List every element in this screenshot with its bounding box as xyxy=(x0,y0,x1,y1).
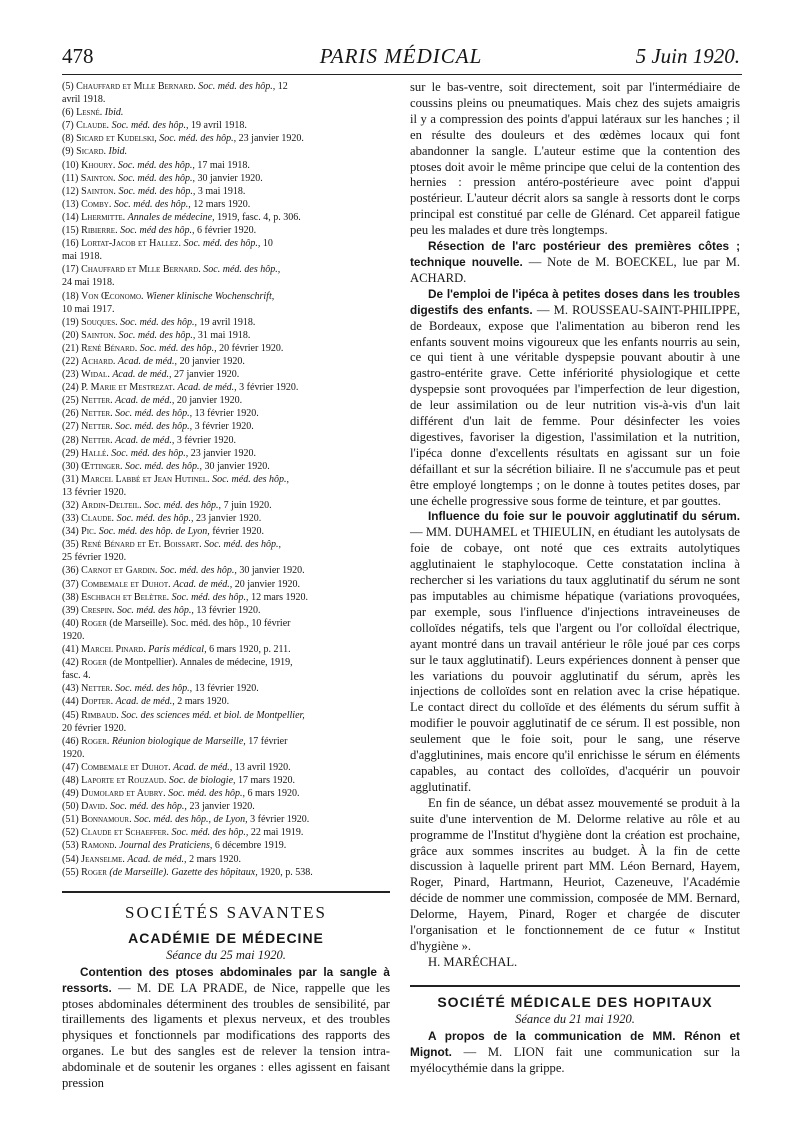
reference-entry xyxy=(62,839,390,852)
reference-num: (55) xyxy=(62,866,79,878)
reference-src: Soc. méd. des hôp., xyxy=(204,539,282,551)
reference-auth: Sainton. xyxy=(81,185,116,197)
reference-entry xyxy=(62,591,390,604)
reference-rest: 13 février 1920. xyxy=(196,604,261,616)
reference-rest: 10 xyxy=(262,238,273,250)
reference-auth: Netter. xyxy=(81,421,113,433)
reference-num: (6) xyxy=(62,107,74,119)
reference-auth: Laporte et Rouzaud. xyxy=(81,774,167,786)
reference-auth: Bonnamour. xyxy=(81,814,132,826)
article-body: — M. ROUSSEAU-SAINT-PHILIPPE, de Bordeaux, expose que l'alimentation au biberon rend les enfants souvent moins vigoureux que les enfants nourris au sein, ce qui tient à une véritable dyspepsie pouvant aboutir à une gastro-entérite grave. Cette infériorité physiologique et cette dyspepsie sont provoquées par l'imperfection de leur digestion, de leur assimilation ou de leur nutrition vis-à-vis d'un lait différent d'un lait de femme. Pour désinfecter les voies digestives, favoriser la digestion, l'assimilation et la nutrition, l'ipéca donne d'excellents résultats en agissant sur un foie défaillant et sur la sécrétion biliaire. Il ne s'accumule pas et peut être employé longtemps ; on le donne à toutes petites doses, par une échelle progressive sous forme de teinture, et par gouttes. xyxy=(410,302,740,508)
reference-rest: 20 janvier 1920. xyxy=(179,355,245,367)
reference-auth: Widal. xyxy=(81,369,110,381)
reference-auth: Jeanselme. xyxy=(81,853,125,865)
journal-title: PARIS MÉDICAL xyxy=(319,44,483,68)
academie-title: ACADÉMIE DE MÉDECINE xyxy=(128,929,324,946)
reference-num: (28) xyxy=(62,434,79,446)
reference-src: Soc. méd. des hôp., xyxy=(144,500,222,511)
reference-auth: Combemale et Duhot. xyxy=(81,578,171,590)
reference-rest: 6 mars 1920. xyxy=(247,788,300,800)
reference-entry xyxy=(62,198,390,211)
article-continuation: sur le bas-ventre, soit directement, soit par l'intermédiaire de coussins pleins ou pneumatiques. Mais chez des sujets amaigris il y a compression des points d'appui latéraux sur les hanches ; il en résulte des douleurs et des œdèmes locaux qui font abandonner la sangle. L'auteur estime que la contention des ptoses doit avoir le même principe que celui de la contention des hernies : pression antéro-postérieure avec point d'appui postérieur. L'auteur décrit alors sa sangle à ressorts dont le corps principal est constitué par celle de Glénard. Cet appareil fatigue peu les malades et dure très longtemps. xyxy=(410,80,740,238)
reference-entry xyxy=(62,800,390,813)
reference-rest: 19 avril 1918. xyxy=(191,120,247,132)
reference-entry xyxy=(62,250,390,263)
article-body: — M. DE LA PRADE, de Nice, rappelle que les ptoses abdominales déterminent des troubles de sensibilité, par tiraillements des ligaments et plexus nerveux, et des troubles physiques et fonctionnels par modifications des rapports des organes. Le but des sangles est de relever la tension intra-abdominale et de soutenir les organes : elles agissent en faisant pression xyxy=(62,980,390,1091)
reference-entry xyxy=(62,106,390,119)
reference-src: Annales de médecine, xyxy=(127,211,215,223)
reference-src: Soc. méd. des hôp. de Lyon, xyxy=(98,526,210,538)
reference-entry xyxy=(62,355,390,368)
reference-src: Journal des Praticiens, xyxy=(119,840,213,852)
reference-auth: Von Œconomo. xyxy=(81,290,144,302)
reference-num: (51) xyxy=(62,814,79,826)
reference-entry xyxy=(62,538,390,551)
reference-src: Soc. méd. des hôp., de Lyon, xyxy=(134,814,248,826)
reference-auth: Netter. xyxy=(81,434,113,446)
reference-rest: 1919, fasc. 4, p. 306. xyxy=(217,211,301,223)
reference-src: Soc. méd. des hôp., xyxy=(111,447,189,459)
reference-rest: 30 janvier 1920. xyxy=(239,565,305,577)
reference-src: Acad. de méd., xyxy=(115,696,175,708)
reference-src: Soc. méd. des hôp., xyxy=(116,513,194,525)
reference-entry xyxy=(62,682,390,695)
reference-rest: 2 mars 1920. xyxy=(189,853,242,865)
reference-src: Soc. méd. des hôp., xyxy=(116,604,194,616)
reference-num: (13) xyxy=(62,198,79,210)
reference-auth: Lortat-Jacob et Hallez. xyxy=(81,238,181,250)
reference-auth: Lesné. xyxy=(76,107,103,119)
reference-rest: 17 février xyxy=(248,735,288,747)
reference-entry xyxy=(62,853,390,866)
reference-entry xyxy=(62,761,390,774)
article-paragraph xyxy=(410,287,740,510)
reference-src: Soc. méd. des hôp., xyxy=(110,801,187,813)
reference-entry xyxy=(62,290,390,303)
reference-rest: mai 1918. xyxy=(62,251,102,263)
reference-auth: Lhermitte. xyxy=(81,211,126,223)
article-heading: Contention des ptoses abdominales par la sangle à ressorts. xyxy=(62,964,390,995)
reference-auth: Marcel Pinard. xyxy=(81,644,146,656)
reference-num: (41) xyxy=(62,644,79,656)
reference-num: (7) xyxy=(62,120,74,132)
reference-entry xyxy=(62,211,390,224)
reference-rest: 10 mai 1917. xyxy=(62,303,115,315)
reference-rest: 7 juin 1920. xyxy=(223,500,272,511)
reference-num: (47) xyxy=(62,761,79,773)
reference-rest: 1920. xyxy=(62,630,85,642)
reference-src: Soc. méd. des hôp., xyxy=(171,591,249,603)
reference-rest: 22 mai 1919. xyxy=(250,827,304,839)
reference-num: (42) xyxy=(62,657,79,669)
reference-rest: 30 janvier 1920. xyxy=(204,460,270,472)
reference-src: Réunion biologique de Marseille, xyxy=(111,735,246,747)
reference-num: (26) xyxy=(62,408,79,420)
reference-num: (23) xyxy=(62,369,79,381)
reference-rest: 19 avril 1918. xyxy=(199,316,256,328)
reference-auth: Roger xyxy=(81,617,107,629)
reference-entry xyxy=(62,263,390,276)
reference-src: Acad. de méd., xyxy=(173,578,233,590)
reference-auth: Chauffard et Mlle Bernard. xyxy=(76,81,196,92)
reference-num: (8) xyxy=(62,133,74,145)
reference-num: (37) xyxy=(62,578,79,590)
reference-auth: Combemale et Duhot. xyxy=(81,761,171,773)
reference-src: Acad. de méd., xyxy=(127,853,187,865)
reference-rest: 1920, p. 538. xyxy=(260,866,313,878)
reference-auth: Roger. xyxy=(81,735,110,747)
reference-src: Soc. méd. des hôp., xyxy=(117,159,195,171)
reference-entry xyxy=(62,787,390,800)
reference-auth: Khoury. xyxy=(81,159,116,171)
reference-entry xyxy=(62,866,390,879)
reference-num: (36) xyxy=(62,565,79,577)
reference-entry xyxy=(62,564,390,577)
reference-num: (19) xyxy=(62,316,79,328)
article-heading: Résection de l'arc postérieur des premières côtes ; technique nouvelle. xyxy=(410,239,740,269)
reference-num: (31) xyxy=(62,473,79,485)
article-body: — Note de M. BOECKEL, lue par M. ACHARD. xyxy=(410,254,741,285)
reference-num: (39) xyxy=(62,604,79,616)
reference-entry xyxy=(62,486,390,499)
reference-rest: avril 1918. xyxy=(62,94,106,106)
reference-entry xyxy=(62,551,390,564)
reference-rest: 25 février 1920. xyxy=(62,552,127,564)
reference-entry xyxy=(62,748,390,761)
reference-rest: fasc. 4. xyxy=(62,670,91,682)
reference-rest: 3 mai 1918. xyxy=(197,185,246,197)
reference-src: Acad. de méd., xyxy=(117,355,178,367)
reference-auth: Roger xyxy=(81,657,107,669)
reference-entry xyxy=(62,420,390,433)
reference-src: Ibid. xyxy=(104,107,124,119)
reference-rest: 12 mars 1920. xyxy=(251,591,309,603)
reference-src: Soc. de biologie, xyxy=(168,774,236,786)
reference-num: (21) xyxy=(62,342,79,354)
page-number: 478 xyxy=(62,44,94,68)
reference-rest: 20 février 1920. xyxy=(219,342,284,354)
reference-rest: 30 janvier 1920. xyxy=(197,172,263,184)
article-body: — MM. DUHAMEL et THIEULIN, en étudiant les autolysats de foie de cobaye, ont noté que ces extraits autolytiques agglutinaient le staphylocoque. Cette constatation inclina à rechercher si les variations du taux agglutinatif du sérum ne sont pas imputables au chimisme hépatique (variations provoquées, par exemple, sous l'influence d'injections intraveineuses de colloïdes négatifs, tels que l'argent ou l'or colloïdal électrique, ayant montré dans un travail antérieur le rôle joué par ces corps sur le taux agglutinatif). Leurs expériences donnent à penser que les variations du pouvoir agglutinatif du sérum, après les injections de colloïdes sont en relation avec la crise hépatique. Le contact direct du colloïde et des éléments du sérum suffit à modifier le pouvoir agglutinatif de ce sérum. Il est possible, non seulement que le foie soit, pour le sang, une réserve d'agglutinines, mais encore qu'il enrichisse le sérum en éléments capables, au contact des colloïdes, d'acquérir un pouvoir agglutinatif. xyxy=(410,525,740,794)
reference-auth: Claude. xyxy=(81,513,115,525)
reference-entry xyxy=(62,447,390,460)
reference-rest: 20 février 1920. xyxy=(62,722,127,734)
reference-entry xyxy=(62,434,390,447)
reference-entry xyxy=(62,80,390,93)
reference-rest: février 1920. xyxy=(212,526,264,538)
reference-entry xyxy=(62,303,390,316)
reference-src: Soc. méd. des hôp., xyxy=(118,329,196,341)
reference-rest: 13 février 1920. xyxy=(62,486,127,498)
reference-list xyxy=(62,80,390,879)
reference-entry xyxy=(62,499,390,512)
reference-num: (33) xyxy=(62,513,79,525)
reference-num: (12) xyxy=(62,185,79,197)
reference-entry xyxy=(62,316,390,329)
reference-num: (53) xyxy=(62,840,79,852)
article-paragraph xyxy=(410,509,740,795)
reference-auth: Sicard. xyxy=(76,146,107,158)
reference-rest: 3 février 1920. xyxy=(239,382,299,394)
reference-entry xyxy=(62,237,390,250)
reference-auth: Sicard et Kudelski, xyxy=(76,133,157,145)
reference-entry xyxy=(62,394,390,407)
reference-rest: 1920. xyxy=(62,748,85,760)
reference-entry xyxy=(62,826,390,839)
reference-num: (43) xyxy=(62,683,79,695)
reference-rest: 6 mars 1920, p. 211. xyxy=(209,644,291,656)
reference-rest: 17 mars 1920. xyxy=(238,774,295,786)
reference-entry xyxy=(62,525,390,538)
reference-num: (5) xyxy=(62,81,74,92)
reference-entry xyxy=(62,709,390,722)
reference-src: Soc. des sciences méd. et biol. de Montpellier, xyxy=(121,709,305,721)
reference-num: (20) xyxy=(62,329,79,341)
reference-auth: David. xyxy=(81,801,108,813)
reference-src: Acad. de méd., xyxy=(177,382,237,394)
reference-rest: 27 janvier 1920. xyxy=(173,369,240,381)
reference-rest: 20 janvier 1920. xyxy=(234,578,301,590)
reference-src: Soc. méd. des hôp., xyxy=(171,827,249,839)
reference-entry xyxy=(62,224,390,237)
reference-auth: Souques. xyxy=(81,316,118,328)
reference-src: Soc. méd. des hôp., xyxy=(115,683,193,695)
reference-num: (44) xyxy=(62,696,79,708)
reference-num: (30) xyxy=(62,460,79,472)
article-paragraph xyxy=(62,965,390,1092)
reference-auth: Netter. xyxy=(81,395,113,407)
reference-num: (15) xyxy=(62,225,79,237)
reference-auth: Rimbaud. xyxy=(81,709,119,721)
reference-auth: Dumolard et Aubry. xyxy=(81,788,166,800)
reference-src: Soc. méd. des hôp., xyxy=(198,81,276,92)
article-paragraph xyxy=(410,1029,740,1077)
reference-src: Soc. méd. des hôp., xyxy=(118,185,196,197)
reference-entry xyxy=(62,722,390,735)
reference-src: Acad. de méd., xyxy=(115,434,175,446)
reference-src: Soc. méd. des hôp., xyxy=(111,120,189,132)
reference-entry xyxy=(62,93,390,106)
reference-auth: Eschbach et Belètre. xyxy=(81,591,170,603)
reference-rest: 6 décembre 1919. xyxy=(214,840,287,852)
reference-auth: Sainton. xyxy=(80,172,116,184)
reference-rest: (de Marseille). Soc. méd. des hôp., 10 février xyxy=(109,617,291,629)
reference-entry xyxy=(62,368,390,381)
right-column xyxy=(410,80,740,1076)
reference-entry xyxy=(62,185,390,198)
reference-src: Paris médical, xyxy=(148,644,207,656)
reference-entry xyxy=(62,656,390,669)
reference-entry xyxy=(62,407,390,420)
page-header xyxy=(62,44,740,74)
reference-num: (34) xyxy=(62,526,79,538)
article-body: — M. LION fait une communication sur la myélocythémie dans la grippe. xyxy=(410,1044,740,1075)
reference-rest: 23 janvier 1920. xyxy=(189,801,255,813)
societe-medicale-seance: Séance du 21 mai 1920. xyxy=(515,1011,635,1026)
reference-num: (22) xyxy=(62,355,79,367)
reference-entry xyxy=(62,342,390,355)
reference-entry xyxy=(62,460,390,473)
reference-src: Soc. méd. des hôp., xyxy=(159,133,237,145)
reference-num: (48) xyxy=(62,774,79,786)
article-heading: De l'emploi de l'ipéca à petites doses dans les troubles digestifs des enfants. xyxy=(410,286,740,317)
reference-auth: Pic. xyxy=(81,526,97,538)
reference-src: Soc. méd. des hôp., xyxy=(115,408,193,420)
reference-src: Acad. de méd., xyxy=(115,395,175,407)
reference-entry xyxy=(62,512,390,525)
reference-num: (50) xyxy=(62,801,79,813)
reference-num: (54) xyxy=(62,853,79,865)
reference-num: (29) xyxy=(62,447,79,459)
reference-auth: Ramond. xyxy=(81,840,117,852)
reference-entry xyxy=(62,604,390,617)
reference-src: Soc. méd. des hôp., xyxy=(113,198,191,210)
reference-entry xyxy=(62,159,390,172)
reference-num: (32) xyxy=(62,500,79,511)
reference-src: Soc. méd. des hôp., xyxy=(120,316,198,328)
reference-rest: 31 mai 1918. xyxy=(197,329,251,341)
reference-num: (10) xyxy=(62,159,79,171)
reference-num: (27) xyxy=(62,421,79,433)
reference-auth: Roger xyxy=(81,866,107,878)
reference-entry xyxy=(62,643,390,656)
reference-src: Acad. de méd., xyxy=(112,369,172,381)
article-heading: Influence du foie sur le pouvoir agglutinatif du sérum. xyxy=(428,509,740,524)
reference-auth: Hallé. xyxy=(81,447,109,459)
reference-num: (46) xyxy=(62,735,79,747)
reference-rest: 3 février 1920. xyxy=(194,421,254,433)
reference-rest: (de Montpellier). Annales de médecine, 1919, xyxy=(109,657,293,669)
reference-auth: Ribierre. xyxy=(81,225,118,237)
article-heading: A propos de la communication de MM. Rénon et Mignot. xyxy=(410,1028,740,1059)
reference-rest: 20 janvier 1920. xyxy=(176,395,243,407)
reference-num: (45) xyxy=(62,709,79,721)
reference-src: Soc. méd. des hôp., xyxy=(118,172,195,184)
reference-auth: René Bénard. xyxy=(81,342,138,354)
reference-num: (52) xyxy=(62,827,79,839)
issue-date: 5 Juin 1920. xyxy=(635,44,740,68)
reference-rest: 13 avril 1920. xyxy=(234,761,291,773)
article-paragraph xyxy=(410,239,740,287)
reference-src: Soc. méd. des hôp., xyxy=(212,473,290,485)
reference-entry xyxy=(62,276,390,289)
reference-rest: 6 février 1920. xyxy=(197,225,257,237)
reference-entry xyxy=(62,813,390,826)
reference-entry xyxy=(62,774,390,787)
reference-src: Soc. méd. des hôp., xyxy=(168,788,246,800)
reference-rest: 13 février 1920. xyxy=(194,683,259,695)
reference-src: Soc. méd. des hôp., xyxy=(125,460,202,472)
reference-src: Acad. de méd., xyxy=(173,761,233,773)
reference-src: Soc. méd des hôp., xyxy=(120,225,195,237)
reference-src: Ibid. xyxy=(108,146,128,158)
reference-rest: 12 xyxy=(277,81,288,92)
reference-num: (18) xyxy=(62,290,79,302)
reference-auth: René Bénard et Et. Boissart. xyxy=(81,539,202,551)
section-divider xyxy=(410,985,740,987)
societe-medicale-title: SOCIÉTÉ MÉDICALE DES HOPITAUX xyxy=(437,993,713,1010)
reference-auth: P. Marie et Mestrezat. xyxy=(81,382,176,394)
reference-num: (16) xyxy=(62,238,79,250)
section-divider xyxy=(62,891,390,893)
reference-rest: 2 mars 1920. xyxy=(177,696,230,708)
reference-num: (25) xyxy=(62,395,79,407)
reference-num: (24) xyxy=(62,382,79,394)
academie-seance: Séance du 25 mai 1920. xyxy=(166,947,286,962)
reference-rest: 23 janvier 1920. xyxy=(190,447,256,459)
reference-auth: Dopter. xyxy=(81,696,114,708)
reference-entry xyxy=(62,630,390,643)
reference-auth: Marcel Labbé et Jean Hutinel. xyxy=(81,473,210,485)
reference-entry xyxy=(62,578,390,591)
reference-src: Soc. méd. des hôp., xyxy=(203,264,281,276)
reference-entry xyxy=(62,669,390,682)
reference-num: (40) xyxy=(62,617,79,629)
reference-auth: Netter. xyxy=(81,683,113,695)
reference-num: (14) xyxy=(62,211,79,223)
reference-auth: Carnot et Gardin. xyxy=(81,565,158,577)
reference-auth: Claude. xyxy=(76,120,110,132)
reference-auth: Netter. xyxy=(81,408,113,420)
reference-rest: 3 février 1920. xyxy=(176,434,236,446)
signature: H. MARÉCHAL. xyxy=(428,954,518,969)
section-title: SOCIÉTÉS SAVANTES xyxy=(125,902,327,922)
reference-num: (17) xyxy=(62,264,79,276)
reference-entry xyxy=(62,695,390,708)
reference-src: Soc. méd. des hôp., xyxy=(183,238,261,250)
reference-entry xyxy=(62,617,390,630)
reference-num: (11) xyxy=(62,172,79,184)
reference-entry xyxy=(62,473,390,486)
reference-rest: 23 janvier 1920. xyxy=(196,513,262,525)
reference-auth: Achard. xyxy=(81,355,116,367)
reference-entry xyxy=(62,132,390,145)
reference-auth: Claude et Schaeffer. xyxy=(81,827,169,839)
reference-auth: Chauffard et Mlle Bernard. xyxy=(81,264,201,276)
reference-rest: 13 février 1920. xyxy=(194,408,259,420)
header-rule xyxy=(62,74,742,75)
reference-entry xyxy=(62,329,390,342)
reference-auth: Crespin. xyxy=(81,604,115,616)
reference-rest: 24 mai 1918. xyxy=(62,277,115,289)
reference-auth: Comby. xyxy=(81,198,112,210)
reference-src: Soc. méd. des hôp., xyxy=(115,421,193,433)
reference-entry xyxy=(62,735,390,748)
reference-rest: 12 mars 1920. xyxy=(193,198,251,210)
reference-entry xyxy=(62,145,390,158)
reference-num: (35) xyxy=(62,539,79,551)
reference-rest: 23 janvier 1920. xyxy=(238,133,304,145)
reference-src: Soc. méd. des hôp., xyxy=(159,565,237,577)
reference-entry xyxy=(62,172,390,185)
left-column xyxy=(62,80,390,1092)
reference-num: (38) xyxy=(62,591,79,603)
reference-entry xyxy=(62,119,390,132)
reference-src: Soc. méd. des hôp., xyxy=(139,342,217,354)
reference-rest: 17 mai 1918. xyxy=(197,159,250,171)
reference-src: Wiener klinische Wochenschrift, xyxy=(146,290,275,302)
reference-num: (9) xyxy=(62,146,74,158)
reference-num: (49) xyxy=(62,788,79,800)
article-paragraph: En fin de séance, un débat assez mouvementé se produit à la suite d'une intervention de M. Delorme relative au rôle et au programme de l'Institut d'hygiène dont la création est prochaine, grâce aux sommes inscrites au budget. À la fin de cette discussion à laquelle prirent part MM. Léon Bernard, Hayem, Roger, Pinard, Hartmann, Heuriot, Cazeneuve, l'Académie décide de nommer une commission, composée de MM. Bernard, Delorme, Hayem, Pinard, Roger et chargée de discuter l'organisation et le fonctionnement de ce futur « Institut d'hygiène ». xyxy=(410,795,740,953)
reference-auth: Ardin-Delteil. xyxy=(81,500,142,511)
reference-rest: 3 février 1920. xyxy=(250,814,310,826)
reference-auth: Œttinger. xyxy=(81,460,123,472)
reference-entry xyxy=(62,381,390,394)
reference-src: (de Marseille). Gazette des hôpitaux, xyxy=(109,866,258,878)
reference-auth: Sainton. xyxy=(81,329,116,341)
